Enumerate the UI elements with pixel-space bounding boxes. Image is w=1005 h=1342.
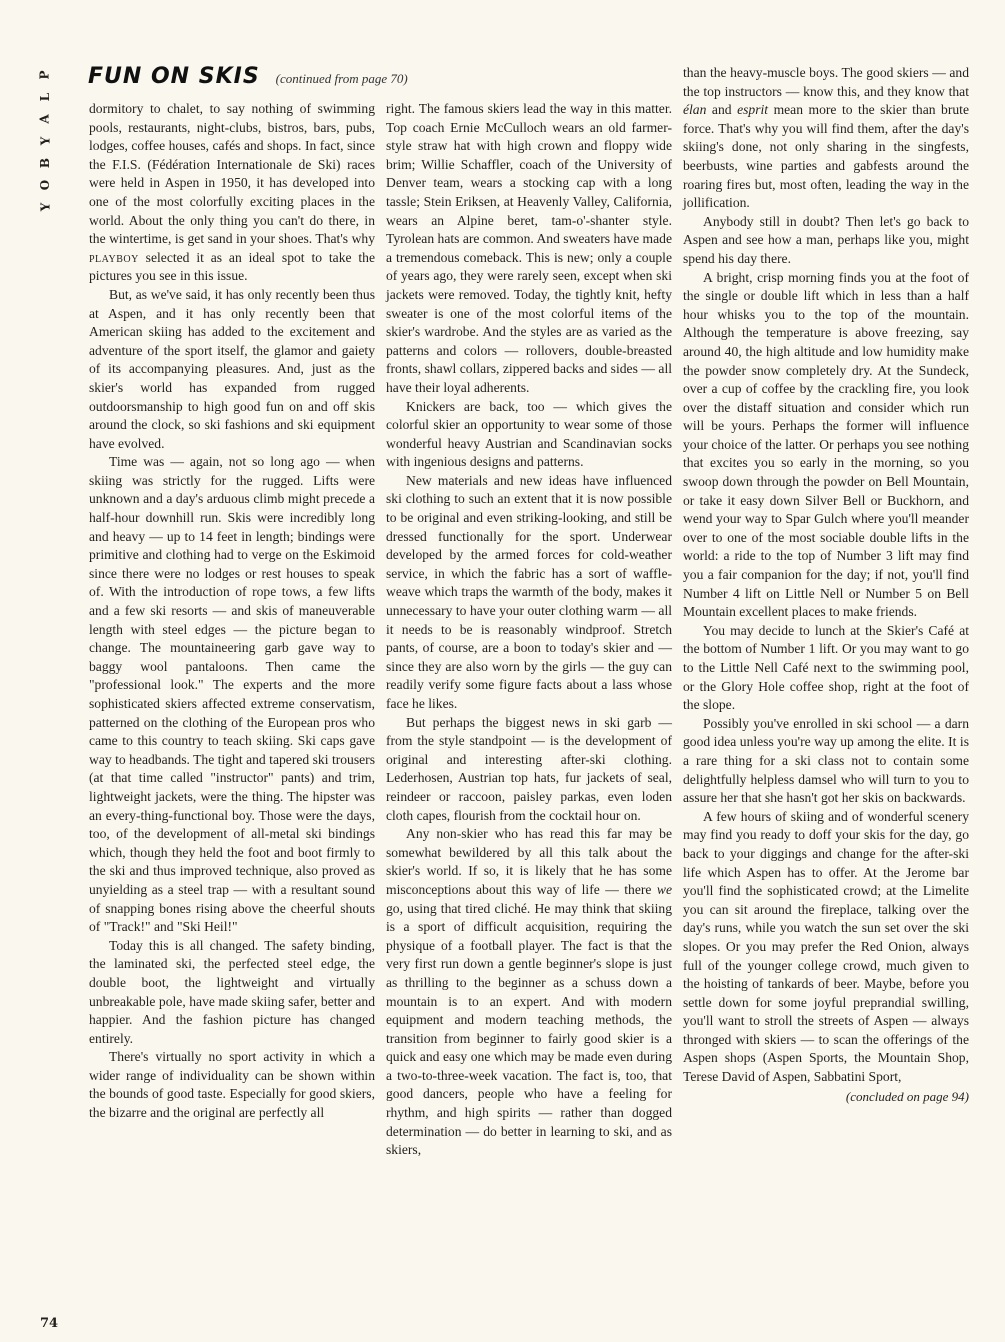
paragraph: There's virtually no sport activity in which a wider range of individuality can be shown within the bounds of good taste. Especially for good skiers, the bizarre and the original are perfectly all — [89, 1049, 375, 1121]
magazine-name: playboy — [89, 249, 139, 265]
paragraph: Today this is all changed. The safety binding, the laminated ski, the perfected steel edge, the double boot, the lightweight and virtually unbreakable pole, have made skiing safer, better and happier. And the fashion picture has changed entirely. — [89, 937, 375, 1046]
masthead-letter: Y — [37, 136, 52, 146]
paragraph: Time was — again, not so long ago — when skiing was strictly for the rugged. Lifts were unknown and a day's arduous climb might precede a half-hour downhill run. Skis were incredibly long and heavy — up to 14 feet in length; bindings were primitive and clothing had to verge on the Eskimoid since there were no lodges or rest houses to speak of. With the introduction of rope tows, a few lifts and a few ski resorts — and skis of maneuverable length with steel edges — the picture began to change. The mountaineering garb gave way to baggy wool pantaloons. Then came the "professional look." The experts and the more sophisticated skiers affected extreme conservatism, patterned on the clothing of the European pros who came to this country to teach skiing. Ski caps gave way to headbands. The tight and tapered ski trousers (at that time called "instructor" pants) and trim, lightweight jackets, were the thing. The hipster was an every-thing-functional boy. Those were the days, too, of the development of all-metal ski bindings which, though they held the foot and boot firmly to the ski and thus improved technique, also proved as unyielding as a steel trap — with a resultant sound of snapping bones rising above the cheerful shouts of "Track!" and "Ski Heil!" — [89, 454, 375, 935]
masthead-letter: Y — [37, 202, 52, 212]
paragraph: dormitory to chalet, to say nothing of swimming pools, restaurants, night-clubs, bistros, bars, pubs, lodges, coffee houses, cafés and shops. In fact, since the F.I.S. (Fédération Internationale de Ski) races were held in Aspen in 1950, it has developed into one of the most colorfully exciting places in the world. About the only thing you can't do there, in the wintertime, is get sand in your shoes. That's why playboy selected it as an ideal spot to take the pictures you see in this issue. — [89, 101, 375, 284]
masthead-letter: L — [38, 92, 52, 102]
paragraph: right. The famous skiers lead the way in this matter. Top coach Ernie McCulloch wears an old farmer-style straw hat with high crown and floppy wide brim; Willie Schaffler, coach of the University of Denver team, wears a stocking cap with a long tassle; Stein Eriksen, at Heavenly Valley, California, wears an Alpine beret, tam-o'-shanter style. Tyrolean hats are common. And sweaters have made a tremendous comeback. This is new; only a couple of years ago, they were rarely seen, except when ski jackets were removed. Today, the tightly knit, hefty sweater is one of the most colorful items of the skier's wardrobe. And the styles are as varied as the patterns and colors — rollovers, double-breasted fronts, shawl collars, zippered backs and sides — all have their loyal adherents. — [386, 101, 672, 395]
paragraph: Anybody still in doubt? Then let's go back to Aspen and see how a man, perhaps like you, might spend his day there. — [683, 213, 969, 266]
paragraph: Any non-skier who has read this far may be somewhat bewildered by all this talk about the skier's world. If so, it is likely that he has some misconceptions about this way of life — there we go, using that tired cliché. He may think that skiing is a sport of difficult acquisition, requiring the physique of a football player. The fact is that the very first run down a gentle beginner's slope is just as thrilling to the beginner as a schuss down a mountain is to an expert. And with modern equipment and modern teaching methods, the transition from beginner to fairly good skier is a quick and easy one which may be made even during a two-to-three-week vacation. The fact is, too, that good dancers, people who have a feeling for rhythm, and high spirits — rather than dogged determination — do better in learning to ski, and as skiers, — [386, 826, 672, 1158]
paragraph: New materials and new ideas have influenced ski clothing to such an extent that it is now possible to be original and even striking-looking, and still be dressed functionally for the sport. Underwear developed by the armed forces for cold-weather service, in which the fabric has a sort of waffle-weave which traps the warmth of the body, makes it unnecessary to have your outer clothing warm — all it needs to be is reasonably windproof. Stretch pants, of course, are a boon to today's skier and — since they are also worn by the girls — the guy can readily verify some figure facts about a lass whose face he likes. — [386, 472, 672, 711]
article-title: FUN ON SKIS — [88, 64, 260, 89]
masthead-letter: B — [38, 157, 52, 169]
paragraph: than the heavy-muscle boys. The good skiers — and the top instructors — know this, and they know that élan and esprit mean more to the skier than brute force. That's why you will find them, after the day's skiing's done, not only sharing in the singfests, beerbusts, wine parties and gabfests around the roaring fires but, most often, leading the way in the jollification. — [683, 65, 969, 211]
paragraph: But, as we've said, it has only recently been thus at Aspen, and it has only recently been that American skiing has added to the excitement and adventure of the sport itself, the glamor and gaiety of its accompanying pleasures. And, just as the skier's world has expanded from rugged outdoorsmanship to high good fun on and off skis around the clock, so ski fashions and ski equipment have evolved. — [89, 286, 375, 451]
concluded-note: (concluded on page 94) — [845, 1088, 969, 1104]
paragraph: A bright, crisp morning finds you at the foot of the single or double lift which in less than a half hour whisks you to the top of the mountain. Although the temperature is above freezing, say around 40, the high altitude and low humidity make the powder snow completely dry. At the Sundeck, over a cup of coffee by the crackling fire, you look over the distaff situation and consider which run will be yours. Perhaps the former will influence your choice of the latter. Or perhaps you see nothing that excites you so early in the morning, so you swoop down through the powder on Bell Mountain, or take it easy down Silver Bell or Buckhorn, and wend your way to Spar Gulch where you'll meander over to one of the most sociable double lifts in the world: a ride to the top of Number 3 lift may find you a fair companion for the day; if not, you'll find Number 4 lift on Little Nell or Number 5 on Bell Mountain excellent places to make friends. — [683, 269, 969, 620]
text-column-3 — [683, 64, 969, 1106]
paragraph: You may decide to lunch at the Skier's Café at the bottom of Number 1 lift. Or you may want to go to the Little Nell Café next to the swimming pool, or the Glory Hole coffee shop, right at the foot of the slope. — [683, 622, 969, 713]
paragraph: Knickers are back, too — which gives the colorful skier an opportunity to wear some of those wonderful heavy Austrian and Scandinavian socks with ingenious designs and patterns. — [386, 398, 672, 470]
masthead-letter: P — [38, 70, 52, 80]
page-number: 74 — [40, 1316, 59, 1331]
text-column-2 — [386, 100, 672, 1160]
continued-note: (continued from page 70) — [275, 71, 408, 86]
paragraph: Possibly you've enrolled in ski school — a darn good idea unless you're way up among the elite. It is a rare thing for a ski class not to contain some delightfully helpless damsel who will turn to you to assure her that she hasn't got her skis on backwards. — [683, 715, 969, 806]
masthead-letter: A — [38, 114, 52, 124]
text-column-1 — [89, 100, 375, 1123]
masthead-letter: O — [37, 179, 52, 191]
paragraph: A few hours of skiing and of wonderful scenery may find you ready to doff your skis for the day, go back to your diggings and change for the after-ski life which Aspen has to offer. At the Jerome bar you'll find the sophisticated crowd; at the Limelite you can sit around the fireplace, talking over the day's runs, while you watch the sun set over the ski slopes. Or you may prefer the Red Onion, always full of the younger college crowd, much given to the hoisting of tankards of beer. Maybe, before you settle down for some joyful preprandial swilling, you'll want to stroll the streets of Aspen — always thronged with skiers — to scan the offerings of the Aspen shops (Aspen Sports, the Mountain Shop, Terese David of Aspen, Sabbatini Sport, — [683, 808, 969, 1085]
article-headline — [88, 64, 408, 98]
masthead-logo — [34, 64, 56, 218]
paragraph: But perhaps the biggest news in ski garb — from the style standpoint — is the development of original and interesting after-ski clothing. Lederhosen, Austrian top hats, fur jackets of seal, reindeer or raccoon, paisley parkas, even loden cloth capes, flourish from the cocktail hour on. — [386, 714, 672, 823]
